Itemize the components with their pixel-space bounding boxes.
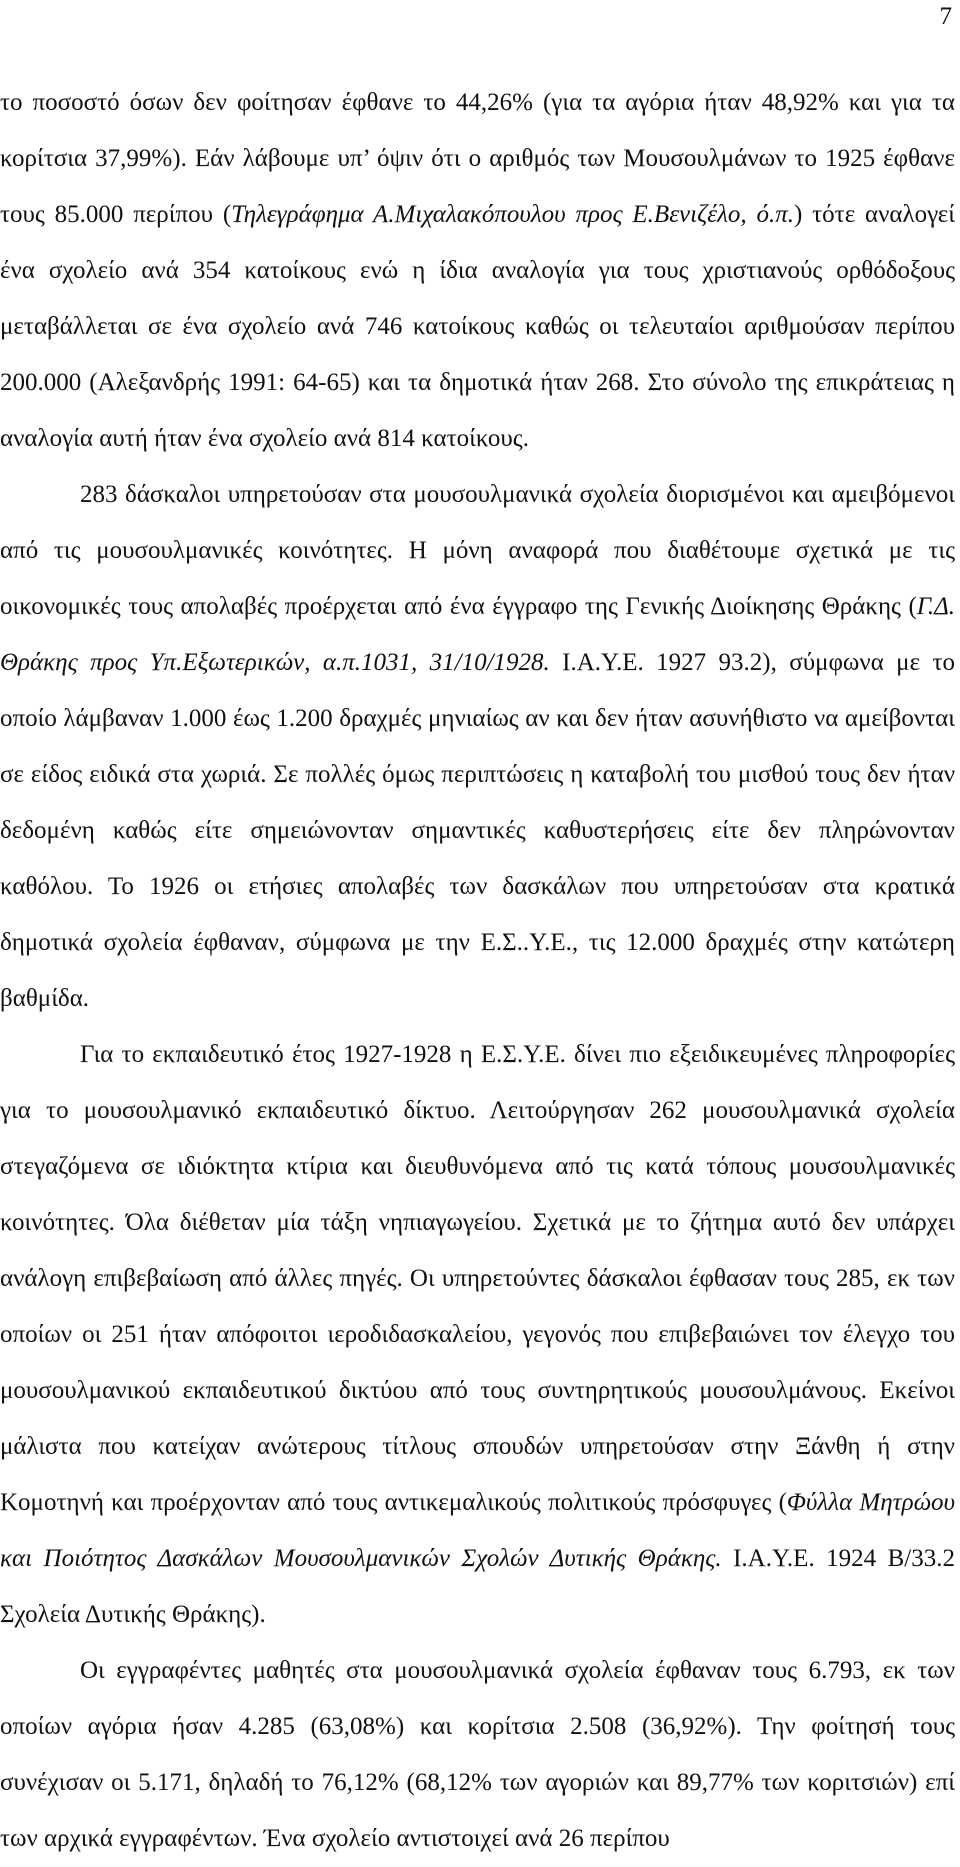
- paragraph-3: [0, 1027, 955, 1643]
- paragraph-1: [0, 75, 955, 467]
- page-number: 7: [939, 3, 952, 30]
- paragraph-text: Ι.Α.Υ.Ε. 1927 93.2), σύμφωνα με το οποίο λάμβαναν 1.000 έως 1.200 δραχμές μηνιαίως αν και δεν ήταν ασυνήθιστο να αμείβονται σε είδος ειδικά στα χωριά. Σε πολλές όμως περιπτώσεις η καταβολή του μισθού τους δεν ήταν δεδομένη καθώς είτε σημειώνονταν σημαντικές καθυστερήσεις είτε δεν πληρώνονταν καθόλου. Το 1926 οι ετήσιες απολαβές των δασκάλων που υπηρετούσαν στα κρατικά δημοτικά σχολεία έφθαναν, σύμφωνα με την Ε.Σ..Υ.Ε., τις 12.000 δραχμές στην κατώτερη βαθμίδα.: [0, 649, 955, 1012]
- paragraph-text: το ποσοστό όσων δεν φοίτησαν έφθανε το 44,26% (για τα αγόρια ήταν 48,92% και για τα κορίτσια 37,99%). Εάν λάβουμε υπ’ όψιν ότι ο αριθμός των Μουσουλμάνων το 1925 έφθανε τους 85.000 περίπου (: [0, 89, 955, 228]
- paragraph-text: ) τότε αναλογεί ένα σχολείο ανά 354 κατοίκους ενώ η ίδια αναλογία για τους χριστιανούς ορθόδοξους μεταβάλλεται σε ένα σχολείο ανά 746 κατοίκους καθώς οι τελευταίοι αριθμούσαν περίπου 200.000 (Αλεξανδρής 1991: 64-65) και τα δημοτικά ήταν 268. Στο σύνολο της επικράτειας η αναλογία αυτή ήταν ένα σχολείο ανά 814 κατοίκους.: [0, 201, 955, 452]
- citation-italic: Φύλλα Μητρώου και Ποιότητος Δασκάλων Μουσουλμανικών Σχολών Δυτικής Θράκης.: [0, 1489, 955, 1572]
- paragraph-text: Για το εκπαιδευτικό έτος 1927-1928 η Ε.Σ.Υ.Ε. δίνει πιο εξειδικευμένες πληροφορίες για το μουσουλμανικό εκπαιδευτικό δίκτυο. Λειτούργησαν 262 μουσουλμανικά σχολεία στεγαζόμενα σε ιδιόκτητα κτίρια και διευθυνόμενα από τις κατά τόπους μουσουλμανικές κοινότητες. Όλα διέθεταν μία τάξη νηπιαγωγείου. Σχετικά με το ζήτημα αυτό δεν υπάρχει ανάλογη επιβεβαίωση από άλλες πηγές. Οι υπηρετούντες δάσκαλοι έφθασαν τους 285, εκ των οποίων οι 251 ήταν απόφοιτοι ιεροδιδασκαλείου, γεγονός που επιβεβαιώνει τον έλεγχο του μουσουλμανικού εκπαιδευτικού δικτύου από τους συντηρητικούς μουσουλμάνους. Εκείνοι μάλιστα που κατείχαν ανώτερους τίτλους σπουδών υπηρετούσαν στην Ξάνθη ή στην Κομοτηνή και προέρχονταν από τους αντικεμαλικούς πολιτικούς πρόσφυγες (: [0, 1041, 955, 1516]
- body-text: [0, 75, 955, 1867]
- paragraph-text: Ι.Α.Υ.Ε. 1924 Β/33.2 Σχολεία Δυτικής Θράκης).: [0, 1545, 955, 1628]
- paragraph-text: 283 δάσκαλοι υπηρετούσαν στα μουσουλμανικά σχολεία διορισμένοι και αμειβόμενοι από τις μουσουλμανικές κοινότητες. Η μόνη αναφορά που διαθέτουμε σχετικά με τις οικονομικές τους απολαβές προέρχεται από ένα έγγραφο της Γενικής Διοίκησης Θράκης (: [0, 481, 955, 620]
- citation-italic: Γ.Δ. Θράκης προς Υπ.Εξωτερικών, α.π.1031, 31/10/1928.: [0, 593, 955, 676]
- citation-italic: Τηλεγράφημα Α.Μιχαλακόπουλου προς Ε.Βενιζέλο, ό.π.: [231, 201, 794, 228]
- paragraph-4: [0, 1643, 955, 1867]
- paragraph-text: Οι εγγραφέντες μαθητές στα μουσουλμανικά σχολεία έφθαναν τους 6.793, εκ των οποίων αγόρια ήσαν 4.285 (63,08%) και κορίτσια 2.508 (36,92%). Την φοίτησή τους συνέχισαν οι 5.171, δηλαδή το 76,12% (68,12% των αγοριών και 89,77% των κοριτσιών) επί των αρχικά εγγραφέντων. Ένα σχολείο αντιστοιχεί ανά 26 περίπου: [0, 1657, 955, 1852]
- paragraph-2: [0, 467, 955, 1027]
